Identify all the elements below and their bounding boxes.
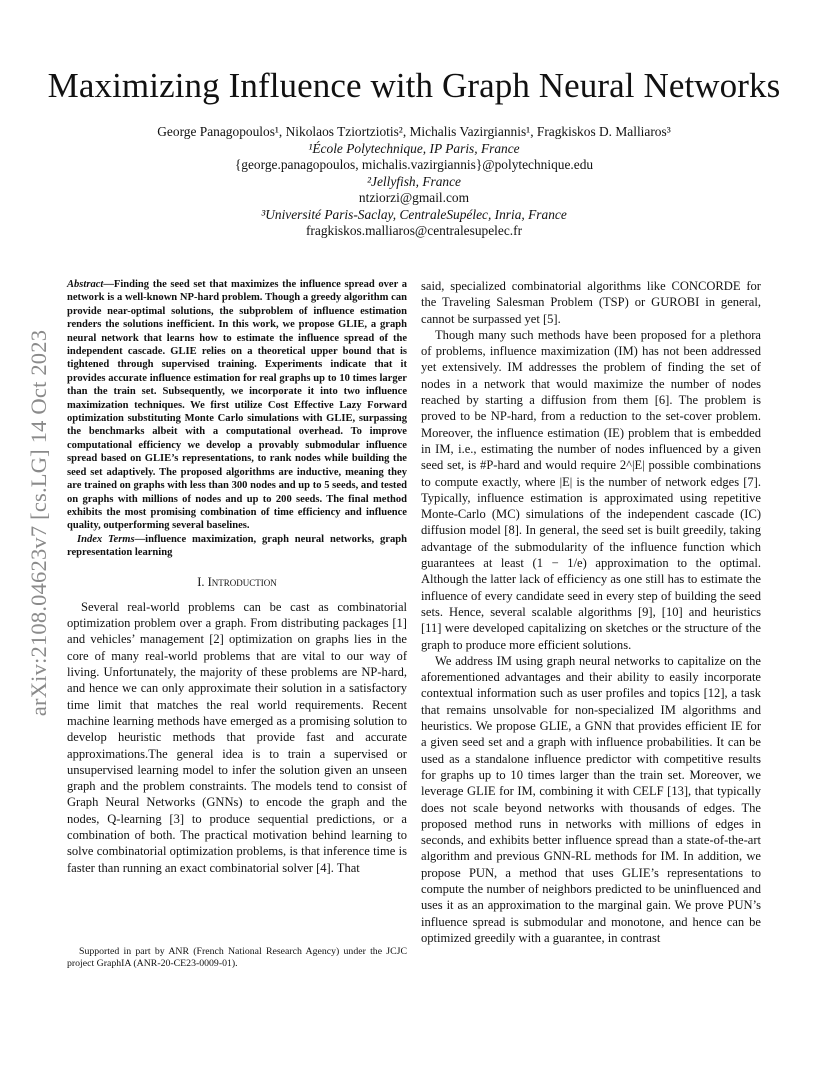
arxiv-sidebar — [28, 288, 50, 758]
index-terms — [67, 533, 407, 560]
affiliation-2: ²Jellyfish, France — [367, 173, 461, 189]
section-heading: I. Introduction — [197, 574, 277, 589]
intro-paragraph-2: said, specialized combinatorial algorithms like CONCORDE for the Traveling Salesman Problem (TSP) or GUROBI in general, cannot be surpassed yet [5]. — [421, 279, 761, 326]
index-terms-text: —influence maximization, graph neural networks, graph representation learning — [67, 533, 407, 559]
affiliation-1: ¹École Polytechnique, IP Paris, France — [308, 140, 520, 156]
paper-title: Maximizing Influence with Graph Neural Networks — [47, 66, 781, 105]
intro-paragraph-3: Though many such methods have been proposed for a plethora of problems, influence maximization (IM) has not been addressed yet extensively. IM addresses the problem of finding the set of nodes in a network that would maximize the number of nodes reached by starting a diffusion from them [6]. The problem is proved to be NP-hard, from a reduction to the set-cover problem. Moreover, the influence estimation (IE) problem that is embedded in IM, i.e., estimating the number of nodes influenced by a given seed set, is #P-hard and would require 2^|E| possible combinations to compute exactly, where |E| is the number of network edges [7]. Typically, influence estimation is approximated using repetitive Monte-Carlo (MC) simulations of the independent cascade (IC) diffusion model [8]. In general, the seed set is built greedily, taking advantage of the submodularity of the influence function which guarantees at least (1 − 1/e) approximation to the optimal. Although the latter lack of efficiency as one still has to estimate the influence of every candidate seed in every step of building the seed sets. Hence, several scalable algorithms [9], [10] and heuristics [11] were developed capitalizing on sketches or the structure of the graph to produce more efficient solutions. — [421, 327, 761, 652]
intro-paragraph-4: We address IM using graph neural networks to capitalize on the aforementioned advantages and their ability to easily incorporate contextual information such as user profiles and topics [12], a task that remains unsolvable for non-specialized IM algorithms and heuristics. We propose GLIE, a GNN that provides efficient IE for a given seed set and a graph with influence probabilities. It can be used as a standalone influence predictor with competitive results for graphs up to 10 times larger than the train set. Moreover, we leverage GLIE for IM, combining it with CELF [13], that typically does not scale beyond networks with thousands of edges. The proposed method runs in networks with millions of edges in seconds, and exhibits better influence spread than a state-of-the-art algorithm and previous GNN-RL methods for IM. In addition, we propose PUN, a method that uses GLIE’s representations to compute the number of neighbors predicted to be uninfluenced and uses it as an approximation to the marginal gain. We prove PUN’s influence spread is submodular and monotone, and hence can be optimized greedily with a guarantee, in contrast — [421, 653, 761, 945]
authors-line: George Panagopoulos¹, Nikolaos Tziortziotis², Michalis Vazirgiannis¹, Fragkiskos D. Malliaros³ — [157, 124, 671, 139]
email-3: fragkiskos.malliaros@centralesupelec.fr — [305, 223, 523, 238]
abstract-label: Abstract — [67, 279, 104, 290]
left-column — [67, 278, 407, 876]
affiliation-3: ³Université Paris-Saclay, CentraleSupélec, Inria, France — [261, 206, 567, 222]
right-column — [421, 278, 761, 946]
arxiv-id: arXiv:2108.04623v7 [cs.LG] 14 Oct 2023 — [26, 329, 51, 717]
abstract-text: —Finding the seed set that maximizes the influence spread over a network is a well-known NP-hard problem. Though a greedy algorithm can provide near-optimal solutions, the subproblem of influence estimation renders the solutions inefficient. In this work, we propose GLIE, a graph neural network that learns how to estimate the influence spread of the independent cascade. GLIE relies on a theoretical upper bound that is tightened through supervised training. Experiments indicate that it provides accurate influence estimation for real graphs up to 10 times larger than the train set. Subsequently, we incorporate it into two influence maximization techniques. We first utilize Cost Effective Lazy Forward optimization substituting Monte Carlo simulations with GLIE, surpassing the benchmarks albeit with a computational overhead. To improve computational efficiency we develop a provably submodular influence spread based on GLIE’s representations, to rank nodes while building the seed set adaptively. The proposed algorithms are inductive, meaning they are trained on graphs with less than 300 nodes and up to 5 seeds, and tested on graphs with millions of nodes and up to 200 seeds. The final method exhibits the most promising combination of time efficiency and influence quality, outperforming several baselines. — [67, 279, 407, 532]
email-2: ntziorzi@gmail.com — [358, 190, 470, 205]
footnote: Supported in part by ANR (French National Research Agency) under the JCJC project GraphIA (ANR-20-CE23-0009-01). — [67, 946, 407, 970]
email-1: {george.panagopoulos, michalis.vazirgiannis}@polytechnique.edu — [234, 157, 594, 172]
intro-paragraph-1: Several real-world problems can be cast as combinatorial optimization problem over a graph. From distributing packages [1] and vehicles’ management [2] optimization on graphs lies in the core of many real-world problems that are vital to our way of living. Unfortunately, the majority of these problems are NP-hard, and hence we can only approximate their solution in a satisfactory time limit that matches the real world requirements. Recent machine learning methods have emerged as a promising solution to develop heuristic methods that provide fast and accurate approximations.The general idea is to train a supervised or unsupervised learning model to infer the solution given an unseen graph and the problem constraints. The models tend to consist of Graph Neural Networks (GNNs) to encode the graph and the nodes, Q-learning [3] to produce sequential predictions, or a combination of both. The practical motivation behind learning to solve combinatorial optimization problems, is that inference time is faster than running an exact combinatorial solver [4]. That — [67, 599, 407, 875]
author-block — [0, 124, 828, 240]
index-terms-label: Index Terms — [77, 533, 135, 545]
abstract — [67, 278, 407, 533]
